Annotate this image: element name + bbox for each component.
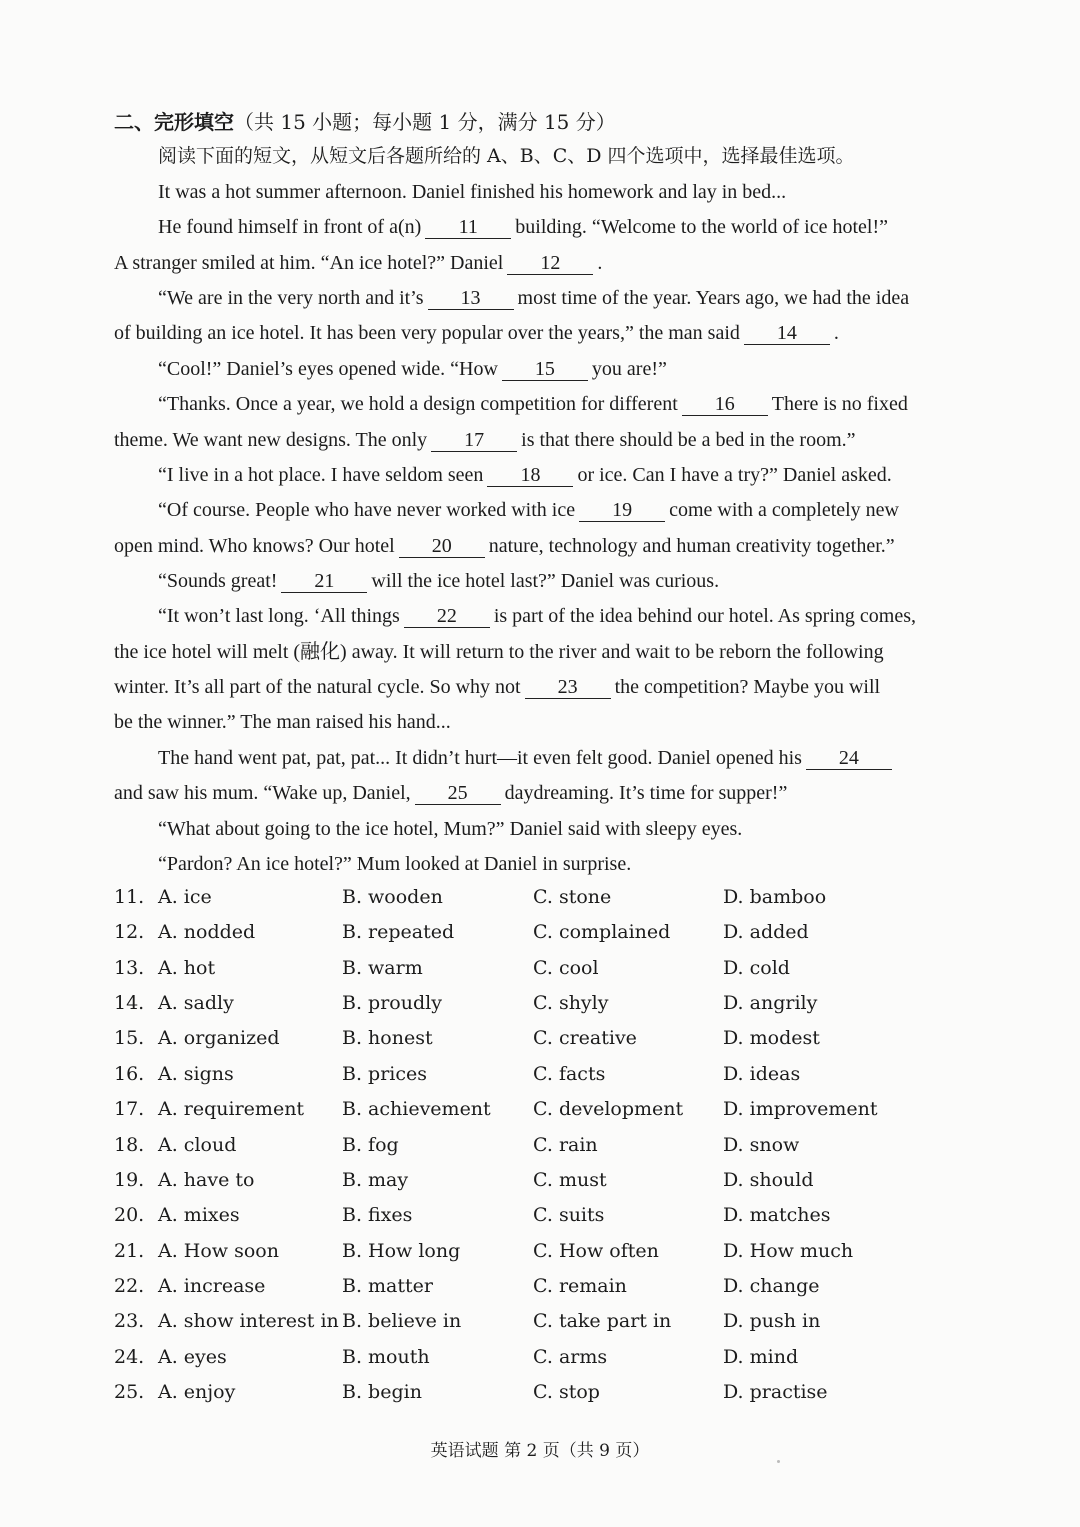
passage-line (114, 532, 895, 560)
question-number: 13. (114, 956, 145, 979)
passage-text: There is no fixed (771, 393, 908, 415)
question-row (114, 1240, 974, 1270)
option-a: A. requirement (158, 1098, 305, 1121)
option-d: D. ideas (723, 1062, 801, 1085)
passage-line (114, 779, 787, 807)
blank-15: 15 (502, 358, 588, 381)
question-number: 18. (114, 1133, 145, 1156)
option-c: C. must (533, 1168, 607, 1191)
passage-text: “Thanks. Once a year, we hold a design competition for different (158, 393, 678, 415)
question-row (114, 1169, 974, 1199)
passage-text: open mind. Who knows? Our hotel (114, 535, 395, 557)
option-d: D. mind (723, 1345, 799, 1368)
question-number: 17. (114, 1098, 145, 1121)
option-d: D. bamboo (723, 886, 827, 908)
option-d: D. matches (723, 1204, 831, 1227)
option-a: A. signs (158, 1062, 234, 1085)
option-d: D. angrily (723, 992, 818, 1015)
option-c: C. rain (533, 1133, 598, 1156)
option-d: D. change (723, 1274, 820, 1297)
blank-19: 19 (579, 499, 665, 522)
passage-text: come with a completely new (669, 499, 899, 521)
question-row (114, 886, 974, 916)
option-a: A. nodded (158, 921, 256, 944)
passage-text: A stranger smiled at him. “An ice hotel?” Daniel (114, 252, 504, 274)
passage-text: of building an ice hotel. It has been very popular over the years,” the man said (114, 322, 740, 344)
passage-line (158, 213, 888, 241)
question-row (114, 1134, 974, 1164)
passage-text: is that there should be a bed in the room.” (521, 429, 856, 451)
section-title-text: 二、完形填空 (114, 110, 234, 134)
option-b: B. honest (342, 1027, 433, 1050)
passage-text: “It won’t last long. ‘All things (158, 605, 400, 627)
option-a: A. show interest in (158, 1310, 339, 1333)
option-d: D. push in (723, 1310, 821, 1333)
instruction: 阅读下面的短文，从短文后各题所给的 A、B、C、D 四个选项中，选择最佳选项。 (158, 145, 855, 167)
question-number: 11. (114, 886, 145, 908)
option-a: A. cloud (158, 1133, 237, 1156)
passage-text: and saw his mum. “Wake up, Daniel, (114, 782, 411, 804)
option-c: C. development (533, 1098, 684, 1121)
passage-text: winter. It’s all part of the natural cycle. So why not (114, 676, 521, 698)
blank-12: 12 (507, 252, 593, 275)
passage-text: building. “Welcome to the world of ice hotel!” (515, 216, 888, 238)
option-a: A. increase (158, 1274, 266, 1297)
passage-line (158, 744, 896, 772)
passage-line (158, 355, 667, 383)
option-c: C. stop (533, 1381, 600, 1404)
question-row (114, 992, 974, 1022)
passage-line (114, 249, 602, 277)
passage-text: “Cool!” Daniel’s eyes opened wide. “How (158, 358, 498, 380)
passage-line (158, 461, 892, 489)
passage-text: the competition? Maybe you will (614, 676, 881, 698)
question-number: 15. (114, 1027, 145, 1050)
question-number: 22. (114, 1274, 145, 1297)
passage-line: the ice hotel will melt (融化) away. It will return to the river and wait to be reborn the following (114, 641, 884, 663)
blank-20: 20 (399, 535, 485, 558)
passage-line (114, 426, 856, 454)
option-b: B. fixes (342, 1204, 413, 1227)
option-a: A. hot (158, 956, 216, 979)
option-c: C. stone (533, 886, 612, 908)
option-d: D. How much (723, 1239, 854, 1262)
option-b: B. repeated (342, 921, 455, 944)
option-a: A. eyes (158, 1345, 227, 1368)
passage-text: . (833, 322, 839, 344)
option-b: B. wooden (342, 886, 443, 908)
question-row (114, 1098, 974, 1128)
option-a: A. ice (158, 886, 212, 908)
blank-25: 25 (415, 782, 501, 805)
option-b: B. fog (342, 1133, 399, 1156)
option-d: D. improvement (723, 1098, 878, 1121)
option-d: D. modest (723, 1027, 820, 1050)
option-c: C. shyly (533, 992, 609, 1015)
passage-text: you are!” (591, 358, 667, 380)
option-b: B. may (342, 1168, 409, 1191)
option-d: D. added (723, 921, 809, 944)
question-number: 16. (114, 1062, 145, 1085)
scan-speck (777, 1460, 780, 1463)
passage-line (158, 567, 719, 595)
question-number: 23. (114, 1310, 145, 1333)
question-row (114, 1346, 974, 1376)
passage-text: will the ice hotel last?” Daniel was curious. (371, 570, 720, 592)
passage-text: daydreaming. It’s time for supper!” (504, 782, 788, 804)
passage-line (158, 390, 908, 418)
option-b: B. begin (342, 1381, 422, 1404)
question-row (114, 1310, 974, 1340)
option-a: A. have to (158, 1168, 255, 1191)
option-a: A. mixes (158, 1204, 240, 1227)
section-note: （共 15 小题；每小题 1 分，满分 15 分） (234, 110, 616, 134)
option-c: C. facts (533, 1062, 606, 1085)
passage-text: theme. We want new designs. The only (114, 429, 428, 451)
question-row (114, 1275, 974, 1305)
option-b: B. mouth (342, 1345, 430, 1368)
option-c: C. complained (533, 921, 671, 944)
passage-line: It was a hot summer afternoon. Daniel finished his homework and lay in bed... (158, 181, 787, 203)
passage-line (158, 284, 909, 312)
passage-text: . (597, 252, 603, 274)
section-title (114, 106, 616, 135)
option-b: B. believe in (342, 1310, 462, 1333)
option-c: C. creative (533, 1027, 637, 1050)
blank-22: 22 (404, 605, 490, 628)
option-d: D. should (723, 1168, 814, 1191)
question-row (114, 1063, 974, 1093)
question-number: 25. (114, 1381, 145, 1404)
option-b: B. warm (342, 956, 423, 979)
blank-11: 11 (425, 216, 511, 239)
blank-14: 14 (744, 322, 830, 345)
option-a: A. organized (158, 1027, 280, 1050)
option-c: C. remain (533, 1274, 627, 1297)
passage-line (158, 496, 899, 524)
passage-text: “Sounds great! (158, 570, 278, 592)
passage-line (114, 319, 839, 347)
blank-13: 13 (428, 287, 514, 310)
question-number: 14. (114, 992, 145, 1015)
question-row (114, 957, 974, 987)
question-number: 20. (114, 1204, 145, 1227)
passage-text: “We are in the very north and it’s (158, 287, 424, 309)
blank-23: 23 (525, 676, 611, 699)
option-d: D. cold (723, 956, 790, 979)
blank-18: 18 (487, 464, 573, 487)
passage-text: “Of course. People who have never worked with ice (158, 499, 576, 521)
passage-text: most time of the year. Years ago, we had the idea (517, 287, 910, 309)
passage-text: or ice. Can I have a try?” Daniel asked. (577, 464, 892, 486)
blank-17: 17 (431, 429, 517, 452)
option-d: D. practise (723, 1381, 828, 1404)
option-c: C. How often (533, 1239, 659, 1262)
question-row (114, 1381, 974, 1411)
question-number: 12. (114, 921, 145, 944)
option-a: A. How soon (158, 1239, 279, 1262)
option-b: B. proudly (342, 992, 442, 1015)
option-c: C. cool (533, 956, 599, 979)
passage-text: “I live in a hot place. I have seldom seen (158, 464, 484, 486)
passage-line: “What about going to the ice hotel, Mum?” Daniel said with sleepy eyes. (158, 818, 743, 840)
question-number: 19. (114, 1168, 145, 1191)
option-b: B. achievement (342, 1098, 491, 1121)
passage-line (114, 673, 880, 701)
passage-line: “Pardon? An ice hotel?” Mum looked at Daniel in surprise. (158, 853, 632, 875)
option-c: C. arms (533, 1345, 608, 1368)
blank-21: 21 (281, 570, 367, 593)
question-row (114, 1027, 974, 1057)
question-row (114, 1204, 974, 1234)
question-number: 24. (114, 1345, 145, 1368)
question-row (114, 921, 974, 951)
passage-line (158, 602, 916, 630)
option-b: B. prices (342, 1062, 427, 1085)
blank-24: 24 (806, 747, 892, 770)
option-b: B. matter (342, 1274, 433, 1297)
passage-line: be the winner.” The man raised his hand... (114, 711, 451, 733)
option-c: C. take part in (533, 1310, 672, 1333)
passage-text: The hand went pat, pat, pat... It didn’t hurt—it even felt good. Daniel opened his (158, 747, 802, 769)
option-b: B. How long (342, 1239, 461, 1262)
passage-text: is part of the idea behind our hotel. As spring comes, (493, 605, 916, 627)
question-number: 21. (114, 1239, 145, 1262)
option-c: C. suits (533, 1204, 605, 1227)
option-d: D. snow (723, 1133, 800, 1156)
blank-16: 16 (682, 393, 768, 416)
passage-text: He found himself in front of a(n) (158, 216, 422, 238)
page-footer: 英语试题 第 2 页（共 9 页） (430, 1441, 650, 1461)
option-a: A. sadly (158, 992, 234, 1015)
passage-text: nature, technology and human creativity together.” (488, 535, 895, 557)
option-a: A. enjoy (158, 1381, 236, 1404)
